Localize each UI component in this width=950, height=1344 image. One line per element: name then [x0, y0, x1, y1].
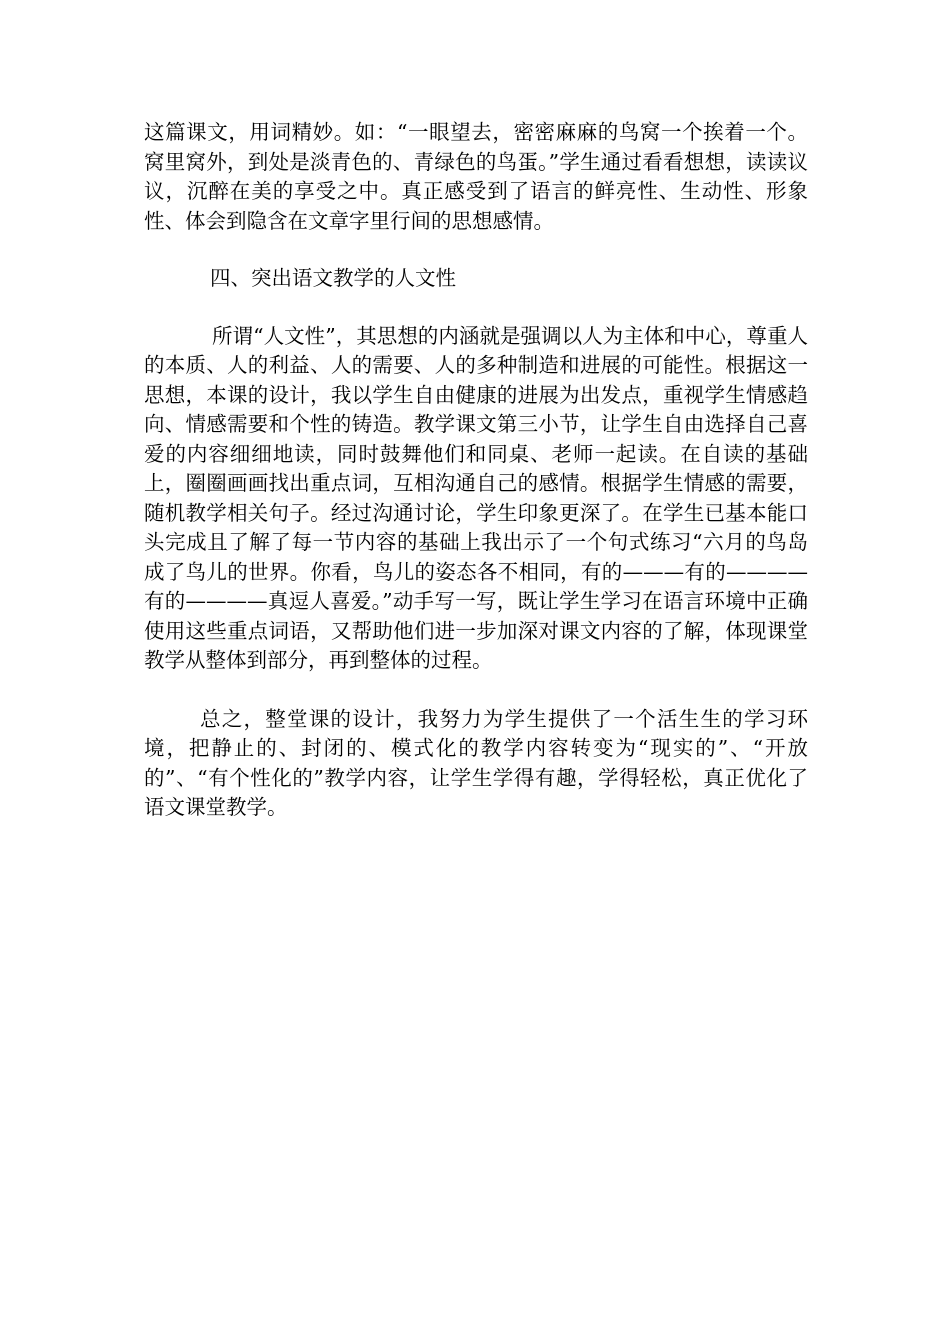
paragraph-conclusion: 总之，整堂课的设计，我努力为学生提供了一个活生生的学习环境，把静止的、封闭的、模式化的教学内容转变为“现实的”、“开放的”、“有个性化的”教学内容，让学生学得有趣，学得轻松，真正优化了语文课堂教学。	[144, 706, 808, 819]
paragraph-word-usage: 这篇课文，用词精妙。如：“一眼望去，密密麻麻的鸟窝一个挨着一个。窝里窝外，到处是淡青色的、青绿色的鸟蛋。”学生通过看看想想，读读议议，沉醉在美的享受之中。真正感受到了语言的鲜亮性、生动性、形象性、体会到隐含在文章字里行间的思想感情。	[144, 120, 808, 233]
document-body	[144, 118, 808, 823]
paragraph-humanistic: 所谓“人文性”，其思想的内涵就是强调以人为主体和中心，尊重人的本质、人的利益、人的需要、人的多种制造和进展的可能性。根据这一思想，本课的设计，我以学生自由健康的进展为出发点，重视学生情感趋向、情感需要和个性的铸造。教学课文第三小节，让学生自由选择自己喜爱的内容细细地读，同时鼓舞他们和同桌、老师一起读。在自读的基础上，圈圈画画找出重点词，互相沟通自己的感情。根据学生情感的需要，随机教学相关句子。经过沟通讨论，学生印象更深了。在学生已基本能口头完成且了解了每一节内容的基础上我出示了一个句式练习“六月的鸟岛成了鸟儿的世界。你看，鸟儿的姿态各不相同，有的———有的————有的————真逗人喜爱。”动手写一写，既让学生学习在语言环境中正确使用这些重点词语，又帮助他们进一步加深对课文内容的了解，体现课堂教学从整体到部分，再到整体的过程。	[144, 323, 808, 672]
section-heading-humanistic: 四、突出语文教学的人文性	[210, 266, 456, 290]
